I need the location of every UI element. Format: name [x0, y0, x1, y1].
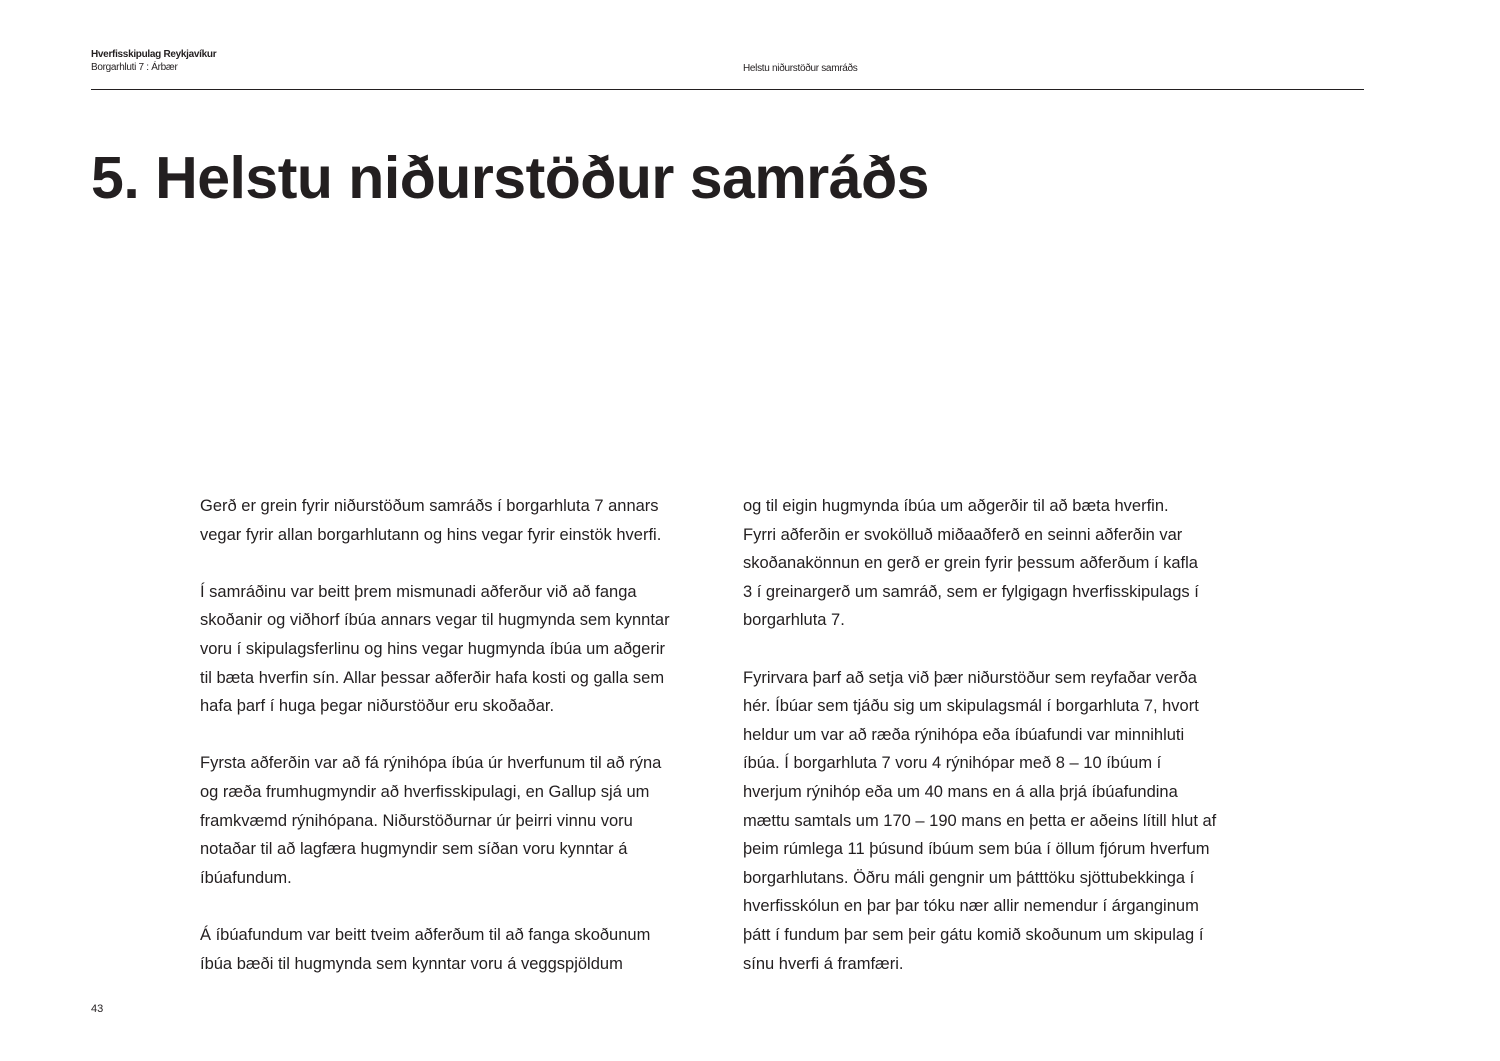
running-section-header: Helstu niðurstöður samráðs: [743, 63, 858, 74]
text-line: [200, 721, 670, 750]
text-line: notaðar til að lagfæra hugmyndir sem síðan voru kynntar á: [200, 840, 628, 859]
text-line: hafa þarf í huga þegar niðurstöður eru skoðaðar.: [200, 697, 555, 716]
text-line: borgarhlutans. Öðru máli gengnir um þátttöku sjöttubekkinga í: [743, 868, 1195, 887]
text-line: Í samráðinu var beitt þrem mismunadi aðferður við að fanga: [200, 582, 637, 601]
text-line: Á íbúafundum var beitt tveim aðferðum til að fanga skoðunum: [200, 925, 651, 944]
text-line: [200, 892, 670, 921]
left-text-column: [200, 492, 670, 978]
text-line: voru í skipulagsferlinu og hins vegar hugmynda íbúa um aðgerir: [200, 639, 666, 658]
text-line: sínu hverfi á framfæri.: [743, 954, 904, 973]
text-line: Gerð er grein fyrir niðurstöðum samráðs í borgarhluta 7 annars: [200, 497, 659, 515]
document-subtitle: Borgarhluti 7 : Árbær: [91, 62, 178, 73]
text-line: skoðanakönnun en gerð er grein fyrir þessum aðferðum í kafla: [743, 554, 1198, 573]
text-line: [743, 635, 1216, 664]
text-line: hverfisskólun en þar þar tóku nær allir nemendur í árganginum: [743, 897, 1199, 916]
right-text-column: [743, 492, 1216, 978]
text-line: mættu samtals um 170 – 190 mans en þetta er aðeins lítill hlut af: [743, 811, 1217, 830]
text-line: 3 í greinargerð um samráð, sem er fylgigagn hverfisskipulags í: [743, 582, 1199, 601]
page-title: 5. Helstu niðurstöður samráðs: [91, 145, 929, 211]
text-line: skoðanir og viðhorf íbúa annars vegar til hugmynda sem kynntar: [200, 611, 670, 630]
text-line: Fyrri aðferðin er svokölluð miðaaðferð en seinni aðferðin var: [743, 525, 1183, 544]
text-line: Fyrirvara þarf að setja við þær niðurstöður sem reyfaðar verða: [743, 668, 1197, 687]
text-line: þeim rúmlega 11 þúsund íbúum sem búa í öllum fjórum hverfum: [743, 840, 1210, 859]
header-divider: [91, 89, 1364, 90]
text-line: íbúa. Í borgarhluta 7 voru 4 rýnihópar með 8 – 10 íbúum í: [743, 754, 1162, 773]
text-line: [200, 549, 670, 578]
page-number: 43: [91, 1003, 104, 1015]
text-line: til bæta hverfin sín. Allar þessar aðferðir hafa kosti og galla sem: [200, 668, 665, 687]
text-line: og ræða frumhugmyndir að hverfisskipulagi, en Gallup sjá um: [200, 782, 650, 801]
text-line: Fyrsta aðferðin var að fá rýnihópa íbúa úr hverfunum til að rýna: [200, 754, 662, 773]
text-line: íbúafundum.: [200, 868, 292, 887]
document-title: Hverfisskipulag Reykjavíkur: [91, 49, 217, 60]
text-line: og til eigin hugmynda íbúa um aðgerðir til að bæta hverfin.: [743, 497, 1169, 515]
text-line: borgarhluta 7.: [743, 611, 845, 630]
text-line: íbúa bæði til hugmynda sem kynntar voru á veggspjöldum: [200, 954, 623, 973]
text-line: framkvæmd rýnihópana. Niðurstöðurnar úr þeirri vinnu voru: [200, 811, 633, 830]
text-line: þátt í fundum þar sem þeir gátu komið skoðunum um skipulag í: [743, 925, 1204, 944]
text-line: heldur um var að ræða rýnihópa eða íbúafundi var minnihluti: [743, 725, 1185, 744]
text-line: hér. Íbúar sem tjáðu sig um skipulagsmál í borgarhluta 7, hvort: [743, 697, 1199, 716]
text-line: vegar fyrir allan borgarhlutann og hins vegar fyrir einstök hverfi.: [200, 525, 662, 544]
text-line: hverjum rýnihóp eða um 40 mans en á alla þrjá íbúafundina: [743, 782, 1178, 801]
